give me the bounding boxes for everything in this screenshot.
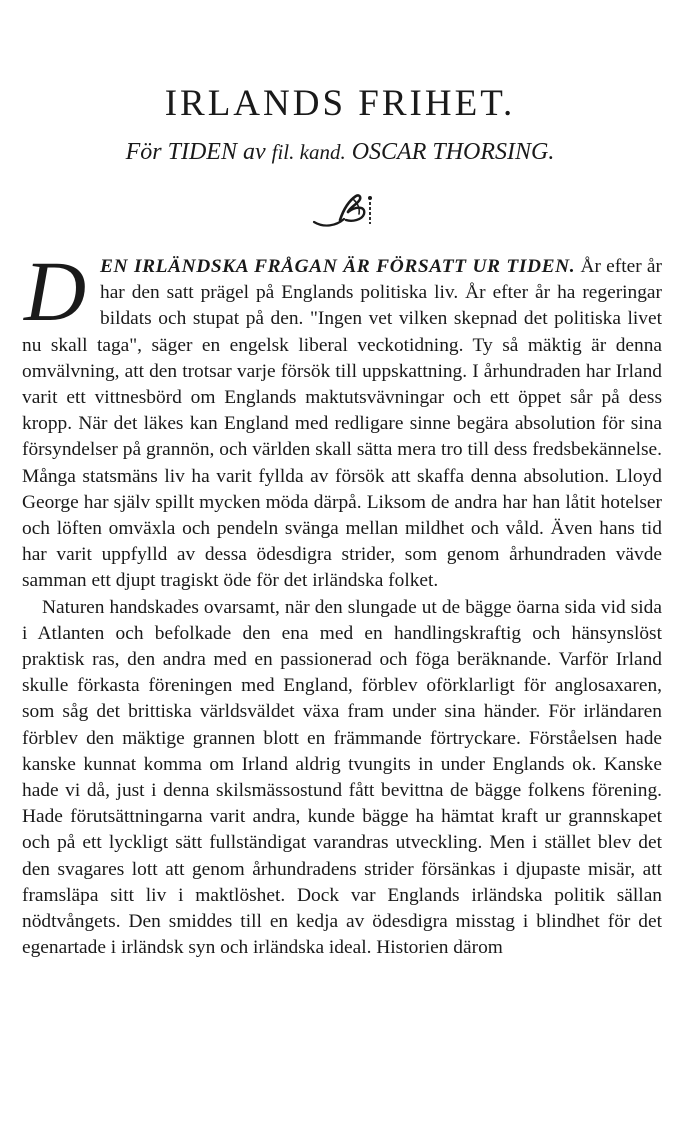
paragraph-1-text: År efter år har den satt prägel på Englands politiska liv. År efter år ha regeringar bildats och stupat på den. "Ingen vet vilken skepnad det politiska livet nu skall taga", säger en engelsk liberal veckotidning. Ty så mäktig är denna omvälvning, att den trotsar varje försök till uppskattning. I århundraden har Irland varit ett vittnesbörd om Englands maktutsvävningar och ett öppet sår på dess kropp. När det läkes kan England med redligare sinne begära absolution för sina försyndelser på grannön, och världen skall sätta mera tro till dess fredsbekännelse. Många statsmäns liv ha varit fyllda av försök att skaffa denna absolution. Lloyd George har själv spillt mycken möda därpå. Liksom de andra har han låtit hotelser och löften omväxla och pendeln svänga mellan mildhet och våld. Även hans tid har varit uppfylld av dessa ödesdigra strider, som genom århundraden vävde samman ett djupt tragiskt öde för det irländska folket. <box>22 256 662 592</box>
paragraph-2: Naturen handskades ovarsamt, när den slungade ut de bägge öarna sida vid sida i Atlanten och befolkade den ena med en handlingskraftig och hänsynslöst praktisk ras, den andra med en passionerad och föga beräknande. Varför Irland skulle förkasta föreningen med England, förblev oförklarligt för anglosaxaren, som såg det brittiska världsväldet växa fram under sina händer. För irländaren förblev den mäktige grannen blott en främmande förtryckare. Förståelsen hade kanske kunnat komma om Irland aldrig tvungits in under Englands ok. Kanske hade vi då, just i denna skilsmässostund fått bevittna de bägge folkens förening. Hade förutsättningarna varit andra, kunde bägge ha hämtat kraft ur grannskapet och på ett lyckligt sätt fullständigat varandras utveckling. Men i stället blev det den svagares lott att genom århundradens strider försänkas i djupaste misär, att framsläpa sitt liv i maktlöshet. Dock var Englands irländska politik sällan nödtvångets. Den smiddes till en kedja av ödesdigra misstag i blindhet för det egenartade i irländsk syn och irländska ideal. Historien därom <box>22 596 662 959</box>
drop-cap: D <box>24 243 87 339</box>
byline-author: OSCAR THORSING. <box>345 139 555 165</box>
paragraph-1 <box>22 243 662 595</box>
byline-prefix: För TIDEN av <box>125 139 272 165</box>
byline <box>0 136 680 168</box>
byline-credential: fil. kand. <box>271 140 346 164</box>
ornament-icon <box>310 186 380 234</box>
article-body <box>22 243 662 961</box>
lead-in: EN IRLÄNDSKA FRÅGAN ÄR FÖRSATT UR TIDEN. <box>100 256 576 277</box>
article-title: IRLANDS FRIHET. <box>164 83 516 124</box>
